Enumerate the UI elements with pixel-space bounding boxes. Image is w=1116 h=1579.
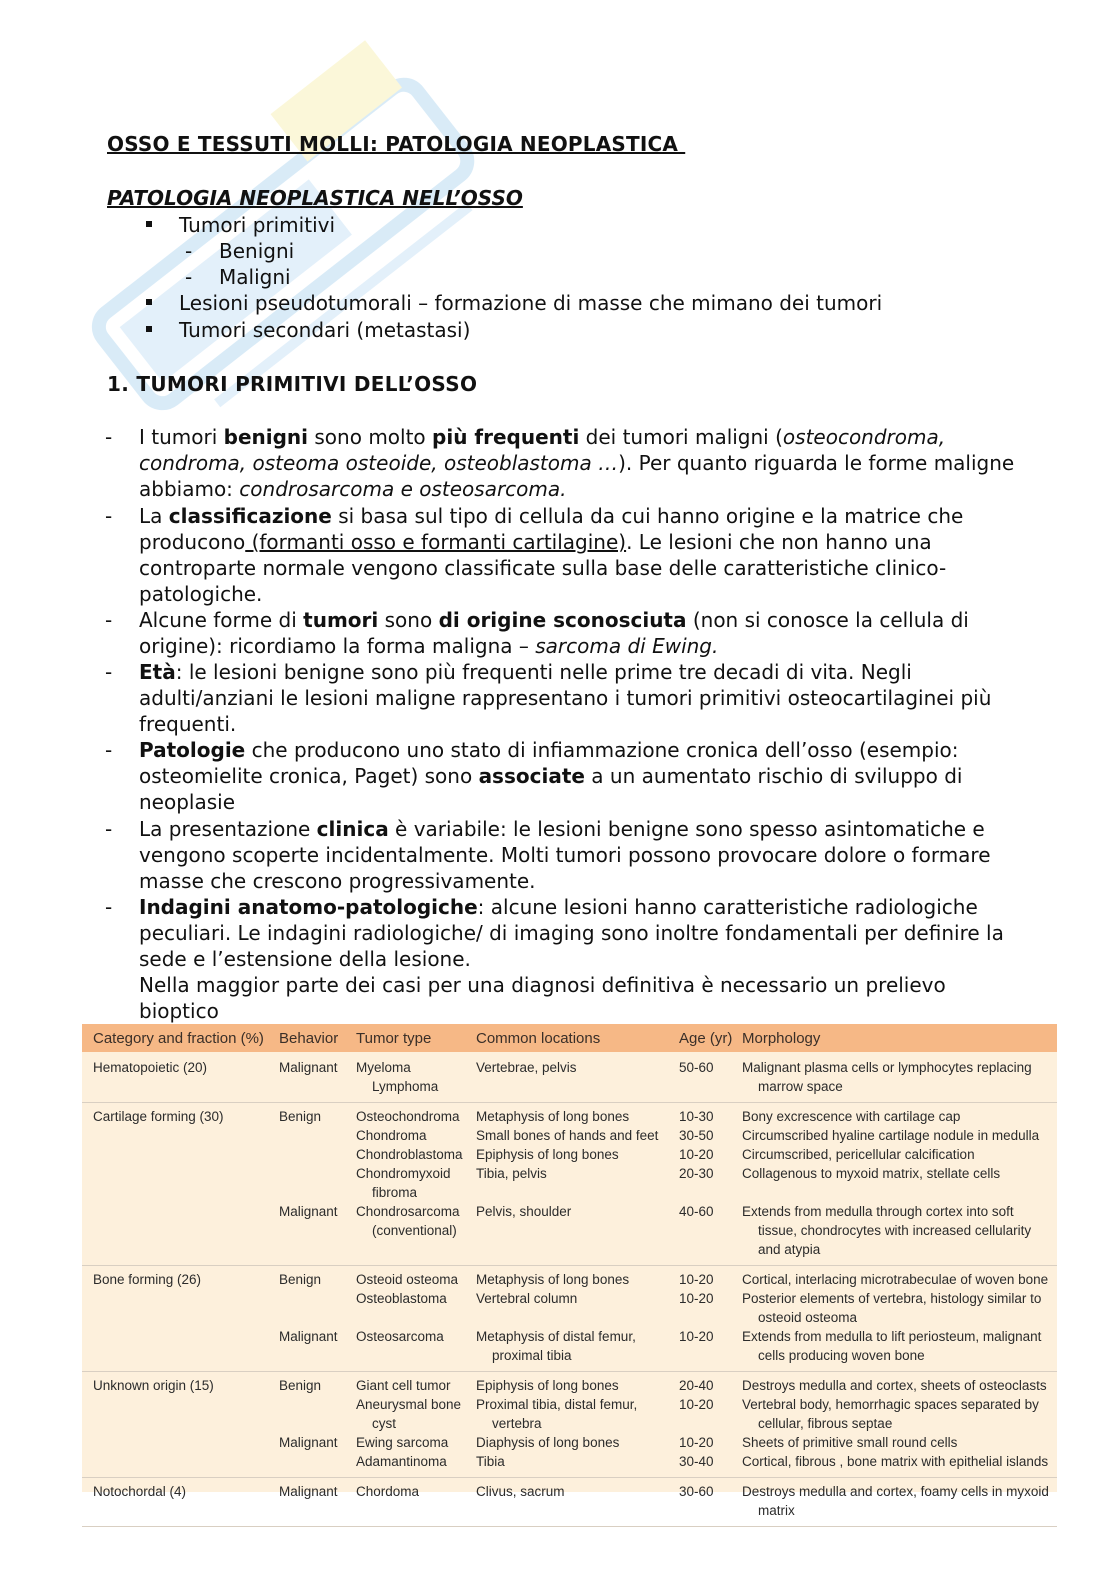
heading-tumori-primitivi: 1. TUMORI PRIMITIVI DELL’OSSO [107,372,478,396]
cell-location: Diaphysis of long bones [476,1435,620,1450]
text-run: dei tumori maligni ( [579,425,783,449]
text-bold: clinica [316,817,389,841]
text-run: La presentazione [139,817,317,841]
dash-bullet-icon: - [105,608,113,632]
table-group [82,1478,1057,1527]
cell-tumor-type: Adamantinoma [356,1454,447,1469]
text-bold: tumori [303,608,379,632]
cell-behavior: Benign [279,1109,322,1124]
cell-morphology: Collagenous to myxoid matrix, stellate cells [742,1166,1001,1181]
text-bold: più frequenti [432,425,580,449]
cell-behavior: Benign [279,1378,322,1393]
cell-age: 10-20 [679,1329,714,1344]
text-run: è variabile: le lesioni benigne sono spesso asintomatiche e vengono scoperte incidentalmente. Molti tumori possono provocare dolore o formare masse che crescono progressivamente. [139,817,991,893]
text-bold: associate [478,764,585,788]
text-run: si basa sul tipo di cellula da cui hanno origine e la matrice che producono [139,504,964,554]
outline-item-metastasi: Tumori secondari (metastasi) [179,318,471,342]
cell-tumor-type: Osteoblastoma [356,1291,447,1306]
cell-morphology: Vertebral body, hemorrhagic spaces separated by cellular, fibrous septae [742,1397,1039,1431]
paragraph-5 [105,737,1019,815]
cell-tumor-type: Chordoma [356,1484,420,1499]
cell-tumor-type: Chondrosarcoma (conventional) [356,1204,460,1238]
cell-tumor-type: Osteosarcoma [356,1329,444,1344]
text-run: a un aumentato rischio di sviluppo di neoplasie [139,764,963,814]
cell-morphology: Extends from medulla to lift periosteum, malignant cells producing woven bone [742,1329,1042,1363]
square-bullet-icon [146,299,152,305]
text-run: (non si conosce la cellula di origine): ricordiamo la forma maligna – [139,608,969,658]
cell-age: 10-30 [679,1109,714,1124]
text-bold: Patologie [139,738,246,762]
cell-tumor-type: Giant cell tumor [356,1378,451,1393]
cell-age: 30-40 [679,1454,714,1469]
cell-age: 10-20 [679,1435,714,1450]
cell-tumor-type: Chondroblastoma [356,1147,463,1162]
outline-item-benigni: Benigni [219,239,295,263]
text-run: che producono uno stato di infiammazione cronica dell’osso (esempio: osteomielite cronica, Paget) sono [139,738,959,788]
outline-item-lesioni: Lesioni pseudotumorali – formazione di masse che mimano dei tumori [179,291,883,315]
square-bullet-icon [146,221,152,227]
cell-age: 40-60 [679,1204,714,1219]
cell-age: 30-60 [679,1484,714,1499]
text-italic: sarcoma di Ewing. [535,634,719,658]
cell-behavior: Malignant [279,1060,338,1075]
cell-location: Vertebral column [476,1291,578,1306]
cell-location: Metaphysis of distal femur, proximal tibia [476,1329,636,1363]
text-bold: di origine sconosciuta [438,608,687,632]
cell-tumor-type: Chondromyxoid fibroma [356,1166,451,1200]
paragraph-3 [105,607,1019,659]
paragraph-4 [105,659,1019,737]
table-header [82,1024,1057,1052]
paragraph-7 [105,894,1019,1024]
table-group [82,1372,1057,1478]
table-group [82,1054,1057,1103]
table-group [82,1266,1057,1372]
cell-category: Notochordal (4) [93,1484,187,1499]
bone-tumor-table [82,1024,1057,1518]
cell-morphology: Destroys medulla and cortex, foamy cells in myxoid matrix [742,1484,1049,1518]
dash-bullet-icon: - [105,817,113,841]
cell-tumor-type: Aneurysmal bone cyst [356,1397,462,1431]
text-italic: osteocondroma, condroma, osteoma osteoide, osteoblastoma … [139,425,946,475]
cell-location: Vertebrae, pelvis [476,1060,577,1075]
cell-tumor-type: Myeloma Lymphoma [356,1060,439,1094]
cell-location: Pelvis, shoulder [476,1204,572,1219]
cell-age: 20-40 [679,1378,714,1393]
paragraph-6 [105,816,1019,894]
text-bold: classificazione [168,504,332,528]
paragraph-2 [105,503,1019,607]
cell-category: Hematopoietic (20) [93,1060,208,1075]
text-run: . Le lesioni che non hanno una controparte normale vengono classificate sulla base delle caratteristiche clinico-patologiche. [139,530,947,606]
dash-bullet-icon: - [185,239,193,263]
section-title: PATOLOGIA NEOPLASTICA NELL’OSSO [107,186,523,210]
cell-morphology: Sheets of primitive small round cells [742,1435,958,1450]
cell-age: 20-30 [679,1166,714,1181]
text-run: sono molto [308,425,433,449]
text-run: Nella maggior parte dei casi per una diagnosi definitiva è necessario un prelievo bioptico [139,973,946,1023]
cell-morphology: Cortical, interlacing microtrabeculae of woven bone [742,1272,1049,1287]
dash-bullet-icon: - [185,265,193,289]
cell-morphology: Cortical, fibrous , bone matrix with epithelial islands [742,1454,1049,1469]
header-behavior: Behavior [279,1030,339,1047]
cell-category: Unknown origin (15) [93,1378,214,1393]
cell-morphology: Extends from medulla through cortex into soft tissue, chondrocytes with increased cellularity and atypia [742,1204,1032,1257]
paragraph-1 [105,424,1019,502]
cell-behavior: Benign [279,1272,322,1287]
cell-location: Proximal tibia, distal femur, vertebra [476,1397,638,1431]
cell-age: 30-50 [679,1128,714,1143]
text-run: : le lesioni benigne sono più frequenti nelle prime tre decadi di vita. Negli adulti/anziani le lesioni maligne rappresentano i tumori primitivi osteocartilaginei più frequenti. [139,660,992,736]
square-bullet-icon [146,326,152,332]
text-bold: benigni [223,425,309,449]
header-morphology: Morphology [742,1030,821,1047]
cell-location: Metaphysis of long bones [476,1272,630,1287]
header-tumor-type: Tumor type [356,1030,432,1047]
text-bold: Indagini anatomo-patologiche [139,895,478,919]
cell-behavior: Malignant [279,1329,338,1344]
dash-bullet-icon: - [105,425,113,449]
cell-behavior: Malignant [279,1484,338,1499]
cell-location: Tibia, pelvis [476,1166,547,1181]
document-title: OSSO E TESSUTI MOLLI: PATOLOGIA NEOPLASTICA [107,132,686,156]
cell-tumor-type: Chondroma [356,1128,427,1143]
cell-age: 10-20 [679,1291,714,1306]
outline-item-tumori-primitivi: Tumori primitivi [179,213,336,237]
text-bold: Età [139,660,176,684]
text-run: I tumori [139,425,224,449]
cell-morphology: Posterior elements of vertebra, histology similar to osteoid osteoma [742,1291,1042,1325]
cell-morphology: Circumscribed hyaline cartilage nodule in medulla [742,1128,1040,1143]
cell-tumor-type: Ewing sarcoma [356,1435,449,1450]
cell-morphology: Bony excrescence with cartilage cap [742,1109,961,1124]
cell-location: Tibia [476,1454,505,1469]
cell-tumor-type: Osteoid osteoma [356,1272,459,1287]
cell-age: 10-20 [679,1272,714,1287]
text-run: La [139,504,169,528]
cell-age: 10-20 [679,1147,714,1162]
header-category: Category and fraction (%) [93,1030,264,1047]
cell-morphology: Malignant plasma cells or lymphocytes replacing marrow space [742,1060,1032,1094]
text-italic: condrosarcoma e osteosarcoma. [239,477,567,501]
dash-bullet-icon: - [105,738,113,762]
cell-location: Clivus, sacrum [476,1484,565,1499]
cell-morphology: Destroys medulla and cortex, sheets of osteoclasts [742,1378,1047,1393]
text-run: : alcune lesioni hanno caratteristiche radiologiche peculiari. Le indagini radiologiche/ di imaging sono inoltre fondamentali per definire la sede e l’estensione della lesione. [139,895,1004,971]
text-run: Alcune forme di [139,608,304,632]
dash-bullet-icon: - [105,504,113,528]
cell-category: Bone forming (26) [93,1272,202,1287]
header-age: Age (yr) [679,1030,733,1047]
text-run: sono [378,608,439,632]
cell-location: Epiphysis of long bones [476,1147,619,1162]
dash-bullet-icon: - [105,895,113,919]
cell-location: Metaphysis of long bones [476,1109,630,1124]
cell-category: Cartilage forming (30) [93,1109,224,1124]
outline-item-maligni: Maligni [219,265,291,289]
cell-location: Epiphysis of long bones [476,1378,619,1393]
cell-age: 50-60 [679,1060,714,1075]
dash-bullet-icon: - [105,660,113,684]
cell-behavior: Malignant [279,1435,338,1450]
cell-tumor-type: Osteochondroma [356,1109,460,1124]
cell-behavior: Malignant [279,1204,338,1219]
cell-age: 10-20 [679,1397,714,1412]
table-group [82,1103,1057,1266]
cell-morphology: Circumscribed, pericellular calcification [742,1147,975,1162]
text-run: ). Per quanto riguarda le forme maligne abbiamo: [139,451,1015,501]
text-underline: (formanti osso e formanti cartilagine) [245,530,627,554]
cell-location: Small bones of hands and feet [476,1128,659,1143]
header-common-locations: Common locations [476,1030,601,1047]
